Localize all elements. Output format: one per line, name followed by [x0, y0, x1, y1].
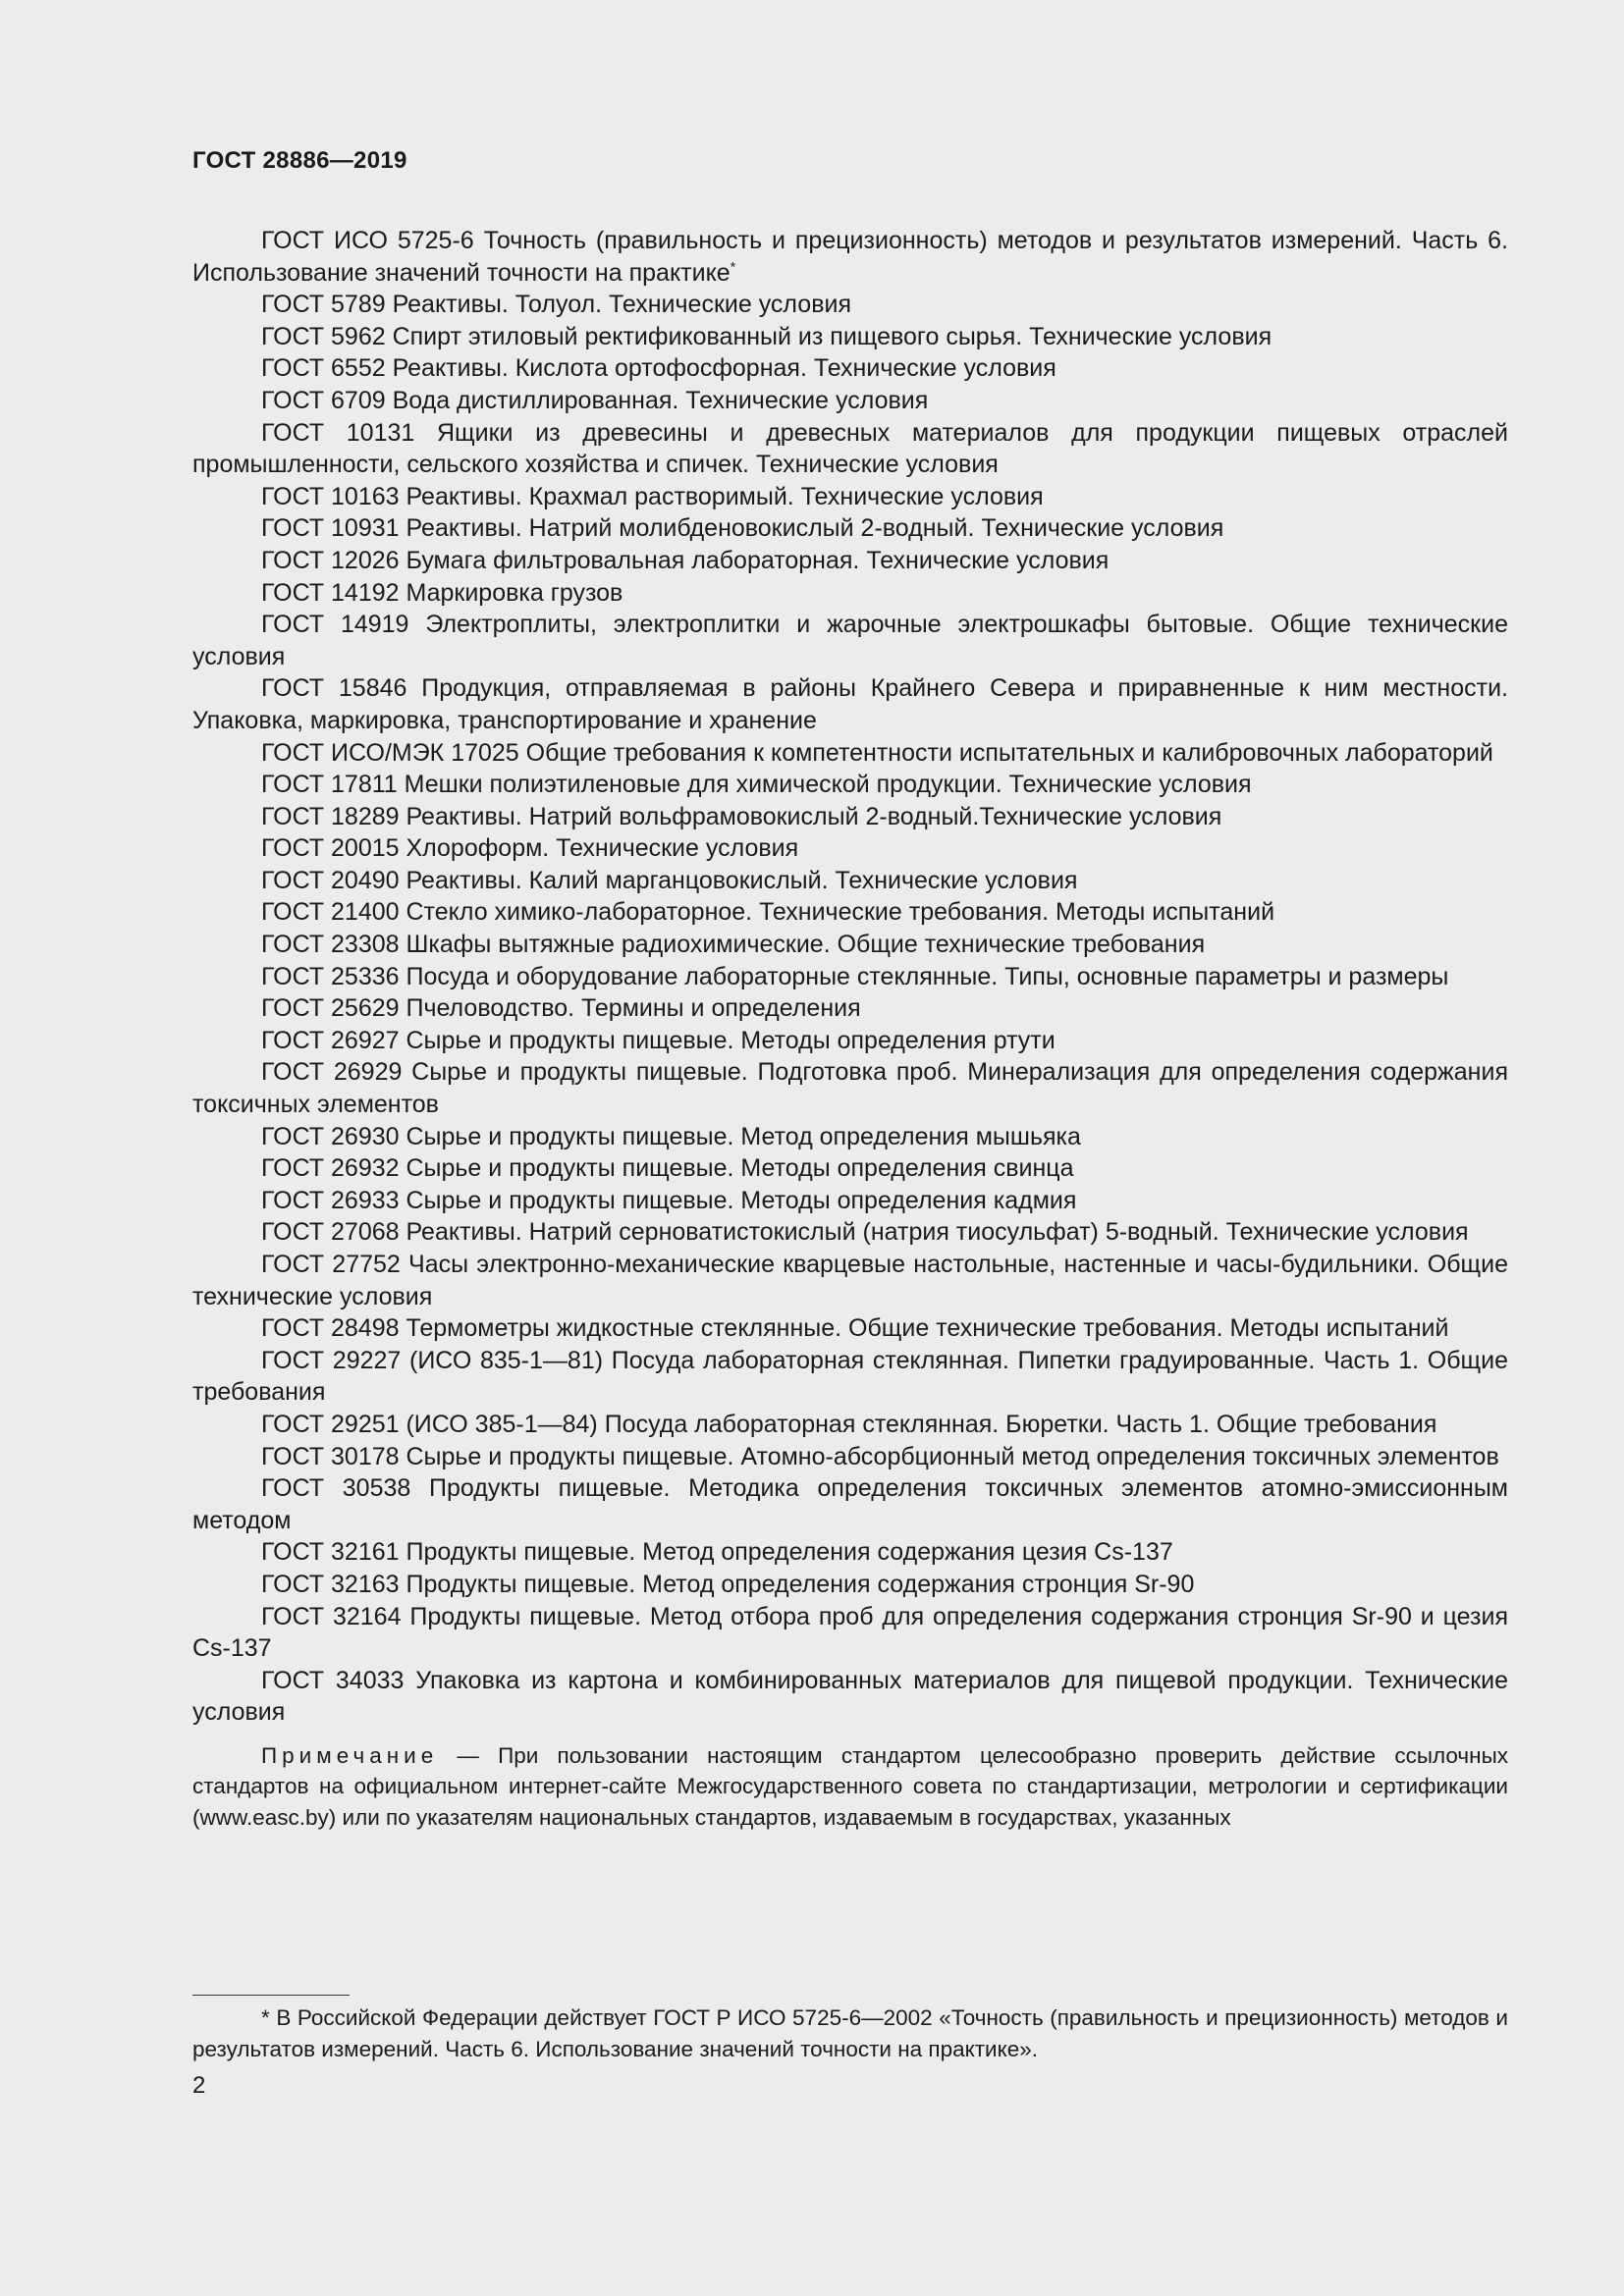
reference-entry: ГОСТ ИСО/МЭК 17025 Общие требования к компетентности испытательных и калибровочных лабораторий — [261, 738, 1493, 767]
reference-entry: ГОСТ 25336 Посуда и оборудование лабораторные стеклянные. Типы, основные параметры и размеры — [261, 962, 1449, 990]
reference-entry: ГОСТ 5962 Спирт этиловый ректификованный из пищевого сырья. Технические условия — [261, 322, 1272, 350]
reference-entry: ГОСТ 6709 Вода дистиллированная. Технические условия — [261, 386, 929, 414]
footnote-mark: * — [730, 258, 736, 275]
reference-entry: ГОСТ 27068 Реактивы. Натрий серноватистокислый (натрия тиосульфат) 5-водный. Технические условия — [261, 1218, 1469, 1247]
note-paragraph — [192, 1740, 1508, 1833]
reference-entry: ГОСТ 17811 Мешки полиэтиленовые для химической продукции. Технические условия — [261, 771, 1252, 799]
reference-entry: ГОСТ 10931 Реактивы. Натрий молибденовокислый 2-водный. Технические условия — [261, 514, 1224, 543]
reference-entry: ГОСТ 34033 Упаковка из картона и комбинированных материалов для пищевой продукции. Технические условия — [192, 1666, 1508, 1727]
reference-entry: ГОСТ 26933 Сырье и продукты пищевые. Методы определения кадмия — [261, 1186, 1077, 1214]
reference-entry: ГОСТ 20490 Реактивы. Калий марганцовокислый. Технические условия — [261, 866, 1078, 894]
reference-entry: ГОСТ 14192 Маркировка грузов — [261, 578, 623, 607]
reference-entry: ГОСТ 20015 Хлороформ. Технические условия — [261, 834, 799, 863]
reference-entry: ГОСТ 15846 Продукция, отправляемая в районы Крайнего Севера и приравненные к ним местности. Упаковка, маркировка, транспортирование и хранение — [192, 674, 1508, 734]
note-text: — При пользовании настоящим стандартом целесообразно проверить действие ссылочных стандартов на официальном интернет-сайте Межгосударственного совета по стандартизации, метрологии и сертификации (www.easc.by) или по указателям национальных стандартов, издаваемым в государствах, указанных — [192, 1742, 1508, 1830]
footnote-mark: * — [261, 2005, 270, 2030]
reference-entry: ГОСТ 10131 Ящики из древесины и древесных материалов для продукции пищевых отраслей промышленности, сельского хозяйства и спичек. Технические условия — [192, 418, 1508, 479]
reference-entry: ГОСТ 5789 Реактивы. Толуол. Технические условия — [261, 291, 851, 319]
reference-entry: ГОСТ 30538 Продукты пищевые. Методика определения токсичных элементов атомно-эмиссионным методом — [192, 1474, 1508, 1534]
reference-entry: ГОСТ 10163 Реактивы. Крахмал растворимый. Технические условия — [261, 482, 1044, 510]
reference-entry: ГОСТ 14919 Электроплиты, электроплитки и жарочные электрошкафы бытовые. Общие технические условия — [192, 611, 1508, 670]
footnote-text: В Российской Федерации действует ГОСТ Р ИСО 5725-6—2002 «Точность (правильность и прецизионность) методов и результатов измерений. Часть 6. Использование значений точности на практике». — [192, 2005, 1508, 2061]
reference-entry: ГОСТ 27752 Часы электронно-механические кварцевые настольные, настенные и часы-будильники. Общие технические условия — [192, 1251, 1508, 1310]
reference-entry: ГОСТ 28498 Термометры жидкостные стеклянные. Общие технические требования. Методы испытаний — [261, 1314, 1449, 1343]
reference-entry: ГОСТ 30178 Сырье и продукты пищевые. Атомно-абсорбционный метод определения токсичных элементов — [261, 1442, 1499, 1470]
document-header-title: ГОСТ 28886—2019 — [192, 147, 407, 174]
reference-entry: ГОСТ 26932 Сырье и продукты пищевые. Методы определения свинца — [261, 1154, 1074, 1183]
reference-entry: ГОСТ 18289 Реактивы. Натрий вольфрамовокислый 2-водный.Технические условия — [261, 802, 1222, 830]
note-label: Примечание — [261, 1742, 439, 1768]
reference-entry: ГОСТ ИСО 5725-6 Точность (правильность и прецизионность) методов и результатов измерений. Часть 6. Использование значений точности на практике* — [192, 227, 1508, 287]
reference-entry: ГОСТ 23308 Шкафы вытяжные радиохимические. Общие технические требования — [261, 931, 1206, 959]
reference-entry: ГОСТ 26930 Сырье и продукты пищевые. Метод определения мышьяка — [261, 1122, 1081, 1150]
reference-entry: ГОСТ 32164 Продукты пищевые. Метод отбора проб для определения содержания стронция Sr-90 и цезия Cs-137 — [192, 1602, 1508, 1663]
footnote-separator — [192, 1995, 350, 1996]
reference-entry: ГОСТ 26927 Сырье и продукты пищевые. Методы определения ртути — [261, 1026, 1056, 1054]
page-number: 2 — [192, 2072, 206, 2099]
footnote — [192, 2002, 1508, 2064]
reference-entry: ГОСТ 29251 (ИСО 385-1—84) Посуда лабораторная стеклянная. Бюретки. Часть 1. Общие требования — [261, 1410, 1437, 1438]
reference-entry: ГОСТ 32161 Продукты пищевые. Метод определения содержания цезия Cs-137 — [261, 1538, 1173, 1567]
reference-entry: ГОСТ 25629 Пчеловодство. Термины и определения — [261, 994, 861, 1023]
reference-entry: ГОСТ 21400 Стекло химико-лабораторное. Технические требования. Методы испытаний — [261, 898, 1275, 927]
reference-entry: ГОСТ 32163 Продукты пищевые. Метод определения содержания стронция Sr-90 — [261, 1570, 1195, 1598]
reference-entry: ГОСТ 12026 Бумага фильтровальная лабораторная. Технические условия — [261, 546, 1110, 574]
normative-references-list — [192, 225, 1508, 1833]
reference-entry: ГОСТ 26929 Сырье и продукты пищевые. Подготовка проб. Минерализация для определения содержания токсичных элементов — [192, 1058, 1508, 1119]
reference-entry: ГОСТ 6552 Реактивы. Кислота ортофосфорная. Технические условия — [261, 354, 1056, 383]
reference-entry: ГОСТ 29227 (ИСО 835-1—81) Посуда лабораторная стеклянная. Пипетки градуированные. Часть 1. Общие требования — [192, 1346, 1508, 1407]
